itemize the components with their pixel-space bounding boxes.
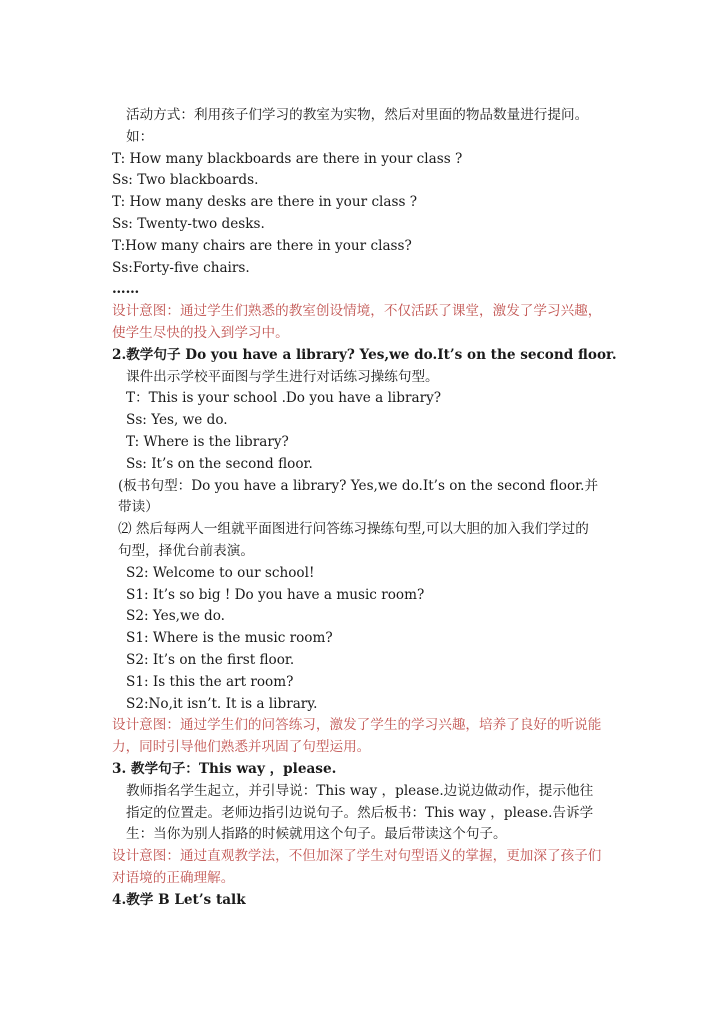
dialog-line: S2: Welcome to our school!	[126, 564, 315, 581]
dialog-line: S2:No,it isn’t. It is a library.	[126, 695, 318, 712]
dialog-line: Ss:Forty-five chairs.	[112, 259, 250, 276]
dialog-line: S1: It’s so big ! Do you have a music room?	[126, 586, 425, 603]
dialog-line: T: Where is the library?	[126, 433, 289, 450]
dialog-line: T: How many desks are there in your class ?	[112, 194, 418, 211]
design-intent-2: 设计意图：通过学生们的问答练习，激发了学生的学习兴趣，培养了良好的听说能力，同时引导他们熟悉并巩固了句型运用。	[112, 717, 602, 756]
section-4-heading: 4.教学 B Let’s talk	[112, 891, 246, 908]
pair-practice-note: ⑵ 然后每两人一组就平面图进行问答练习操练句型,可以大胆的加入我们学过的句型，择优台前表演。	[118, 521, 589, 559]
section-2-heading: 2.教学句子 Do you have a library? Yes,we do.It’s on the second floor.	[112, 346, 617, 363]
design-intent-3: 设计意图：通过直观教学法，不但加深了学生对句型语义的掌握，更加深了孩子们对语境的正确理解。	[112, 848, 602, 886]
dialog-line: S1: Is this the art room?	[126, 673, 294, 690]
dialog-line: S2: Yes,we do.	[126, 608, 225, 625]
section-3-body: 教师指名学生起立，并引导说：This way ，please.边说边做动作，提示他往指定的位置走。老师边指引边说句子。然后板书：This way ，please.告诉学生：当你为别人指路的时候就用这个句子。最后带读这个句子。	[126, 782, 594, 843]
dialog-line: Ss: Two blackboards.	[112, 172, 259, 189]
section-3-heading: 3. 教学句子：This way ，please.	[112, 760, 337, 777]
dialog-line: Ss: Yes, we do.	[126, 412, 228, 429]
courseware-note: 课件出示学校平面图与学生进行对话练习操练句型。	[126, 368, 439, 385]
activity-intro: 活动方式：利用孩子们学习的教室为实物，然后对里面的物品数量进行提问。 如：	[126, 107, 589, 145]
dialog-line: S1: Where is the music room?	[126, 630, 333, 647]
document-page	[112, 105, 617, 911]
dialog-line: T:How many chairs are there in your class?	[112, 237, 412, 254]
dialog-line: S2: It’s on the first floor.	[126, 651, 295, 668]
dialog-line: Ss: Twenty-two desks.	[112, 215, 265, 232]
dialog-line: T：This is your school .Do you have a library?	[126, 390, 442, 407]
dialog-line: T: How many blackboards are there in your class ?	[112, 150, 463, 167]
ellipsis: ……	[112, 281, 140, 298]
design-intent-1: 设计意图：通过学生们熟悉的教室创设情境，不仅活跃了课堂，激发了学习兴趣，使学生尽快的投入到学习中。	[112, 303, 602, 341]
dialog-line: Ss: It’s on the second floor.	[126, 455, 313, 472]
board-note: (板书句型：Do you have a library? Yes,we do.It’s on the second floor.并带读）	[118, 477, 599, 516]
